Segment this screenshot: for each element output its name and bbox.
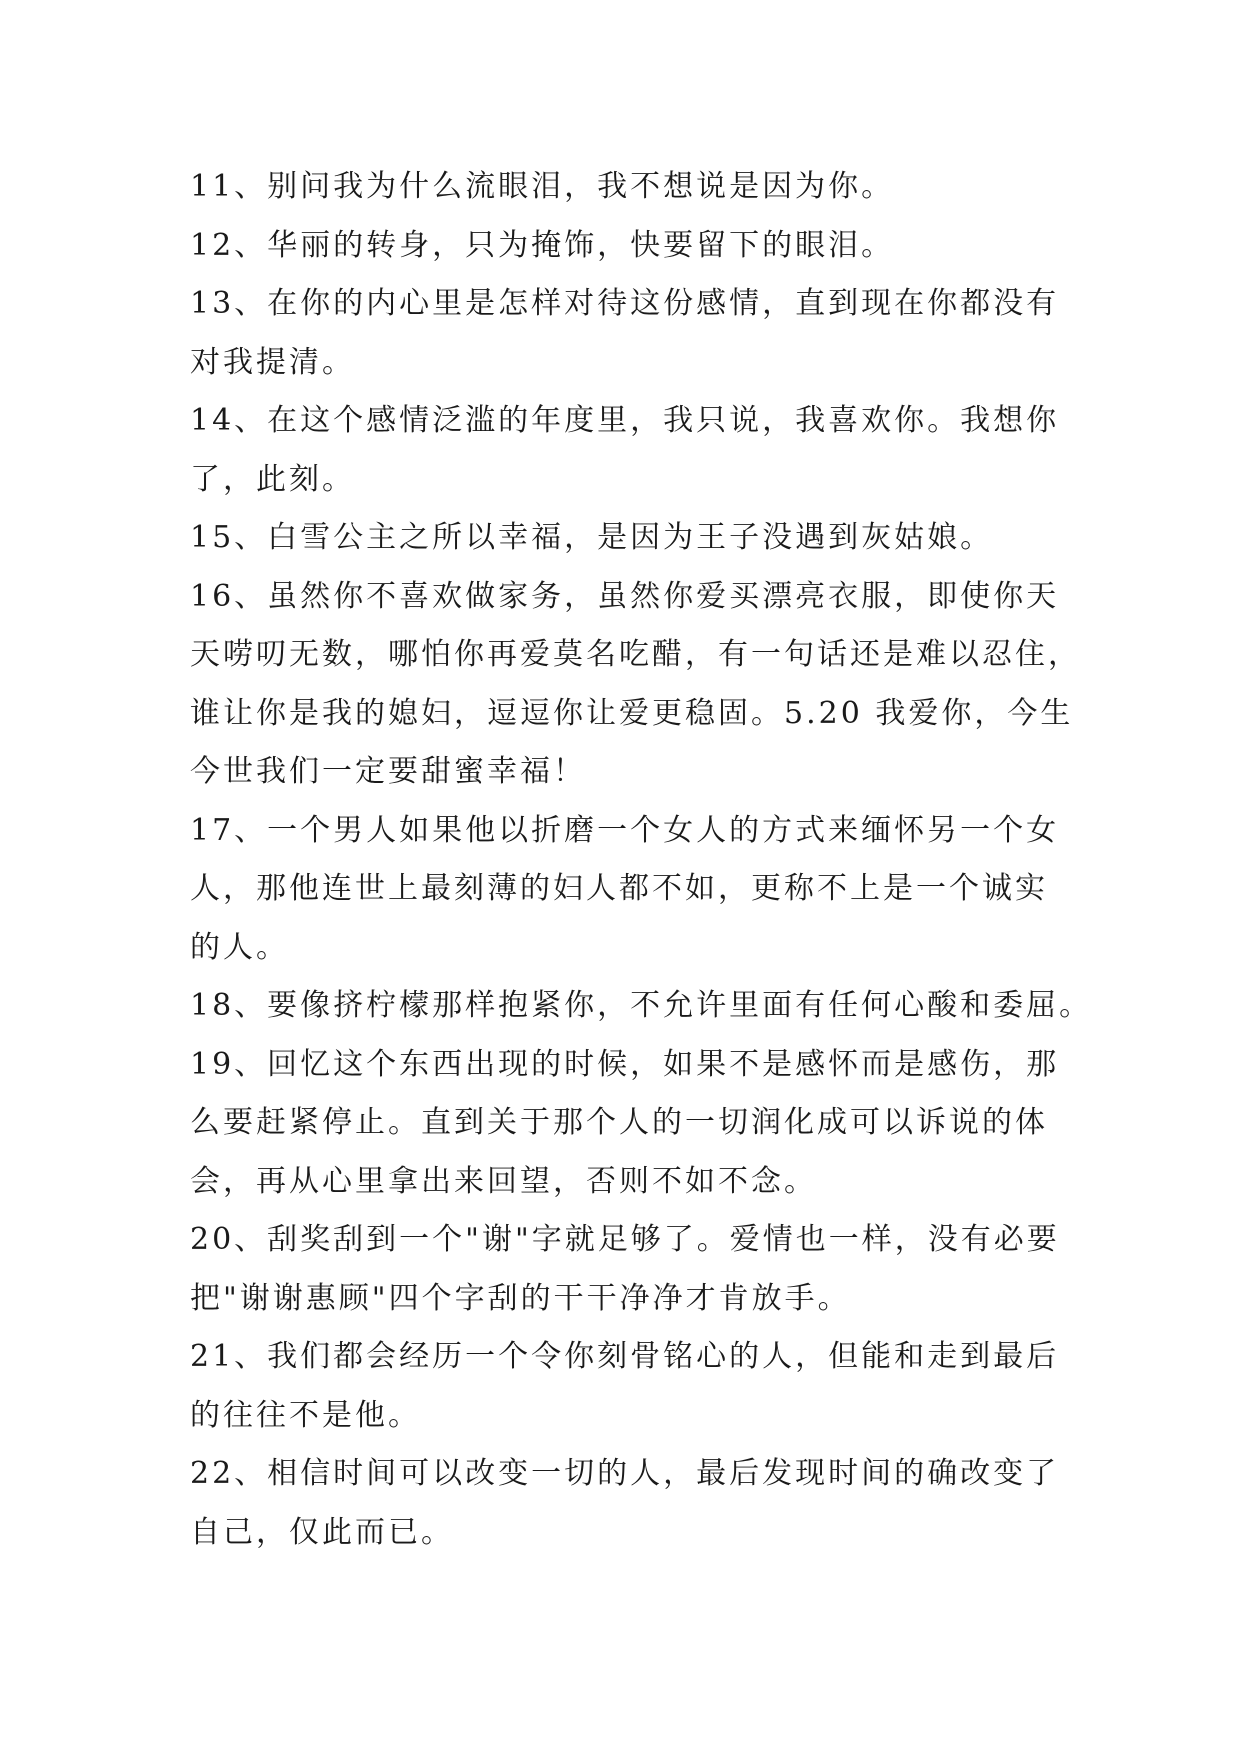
text-line: 15、白雪公主之所以幸福，是因为王子没遇到灰姑娘。 — [190, 520, 994, 555]
document-body — [190, 158, 1093, 1562]
text-line: 的人。 — [190, 929, 289, 965]
text-line: 19、回忆这个东西出现的时候，如果不是感怀而是感伤，那 — [190, 1046, 1060, 1082]
text-line: 谁让你是我的媳妇，逗逗你让爱更稳固。5.20 我爱你，今生 — [190, 695, 1074, 731]
text-line: 14、在这个感情泛滥的年度里，我只说，我喜欢你。我想你 — [190, 403, 1060, 438]
text-line: 会，再从心里拿出来回望，否则不如不念。 — [190, 1163, 817, 1199]
text-line: 的往往不是他。 — [190, 1397, 421, 1433]
text-line: 18、要像挤柠檬那样抱紧你，不允许里面有任何心酸和委屈。 — [190, 988, 1093, 1023]
text-line: 20、刮奖刮到一个"谢"字就足够了。爱情也一样，没有必要 — [190, 1222, 1060, 1257]
text-line: 么要赶紧停止。直到关于那个人的一切润化成可以诉说的体 — [190, 1105, 1048, 1140]
text-line: 13、在你的内心里是怎样对待这份感情，直到现在你都没有 — [190, 286, 1060, 321]
text-line: 22、相信时间可以改变一切的人，最后发现时间的确改变了 — [190, 1456, 1060, 1491]
text-line: 17、一个男人如果他以折磨一个女人的方式来缅怀另一个女 — [190, 812, 1060, 848]
text-line: 天唠叨无数，哪怕你再爱莫名吃醋，有一句话还是难以忍住， — [190, 637, 1081, 672]
text-line: 对我提清。 — [190, 344, 355, 380]
text-line: 11、别问我为什么流眼泪，我不想说是因为你。 — [190, 169, 895, 204]
text-line: 21、我们都会经历一个令你刻骨铭心的人，但能和走到最后 — [190, 1339, 1060, 1374]
text-line: 12、华丽的转身，只为掩饰，快要留下的眼泪。 — [190, 227, 895, 263]
text-line: 把"谢谢惠顾"四个字刮的干干净净才肯放手。 — [190, 1280, 851, 1316]
text-line: 人，那他连世上最刻薄的妇人都不如，更称不上是一个诚实 — [190, 871, 1048, 906]
text-line: 16、虽然你不喜欢做家务，虽然你爱买漂亮衣服，即使你天 — [190, 578, 1060, 614]
text-line: 今世我们一定要甜蜜幸福！ — [190, 754, 586, 789]
text-line: 了，此刻。 — [190, 461, 355, 497]
text-line: 自己，仅此而已。 — [190, 1514, 454, 1550]
